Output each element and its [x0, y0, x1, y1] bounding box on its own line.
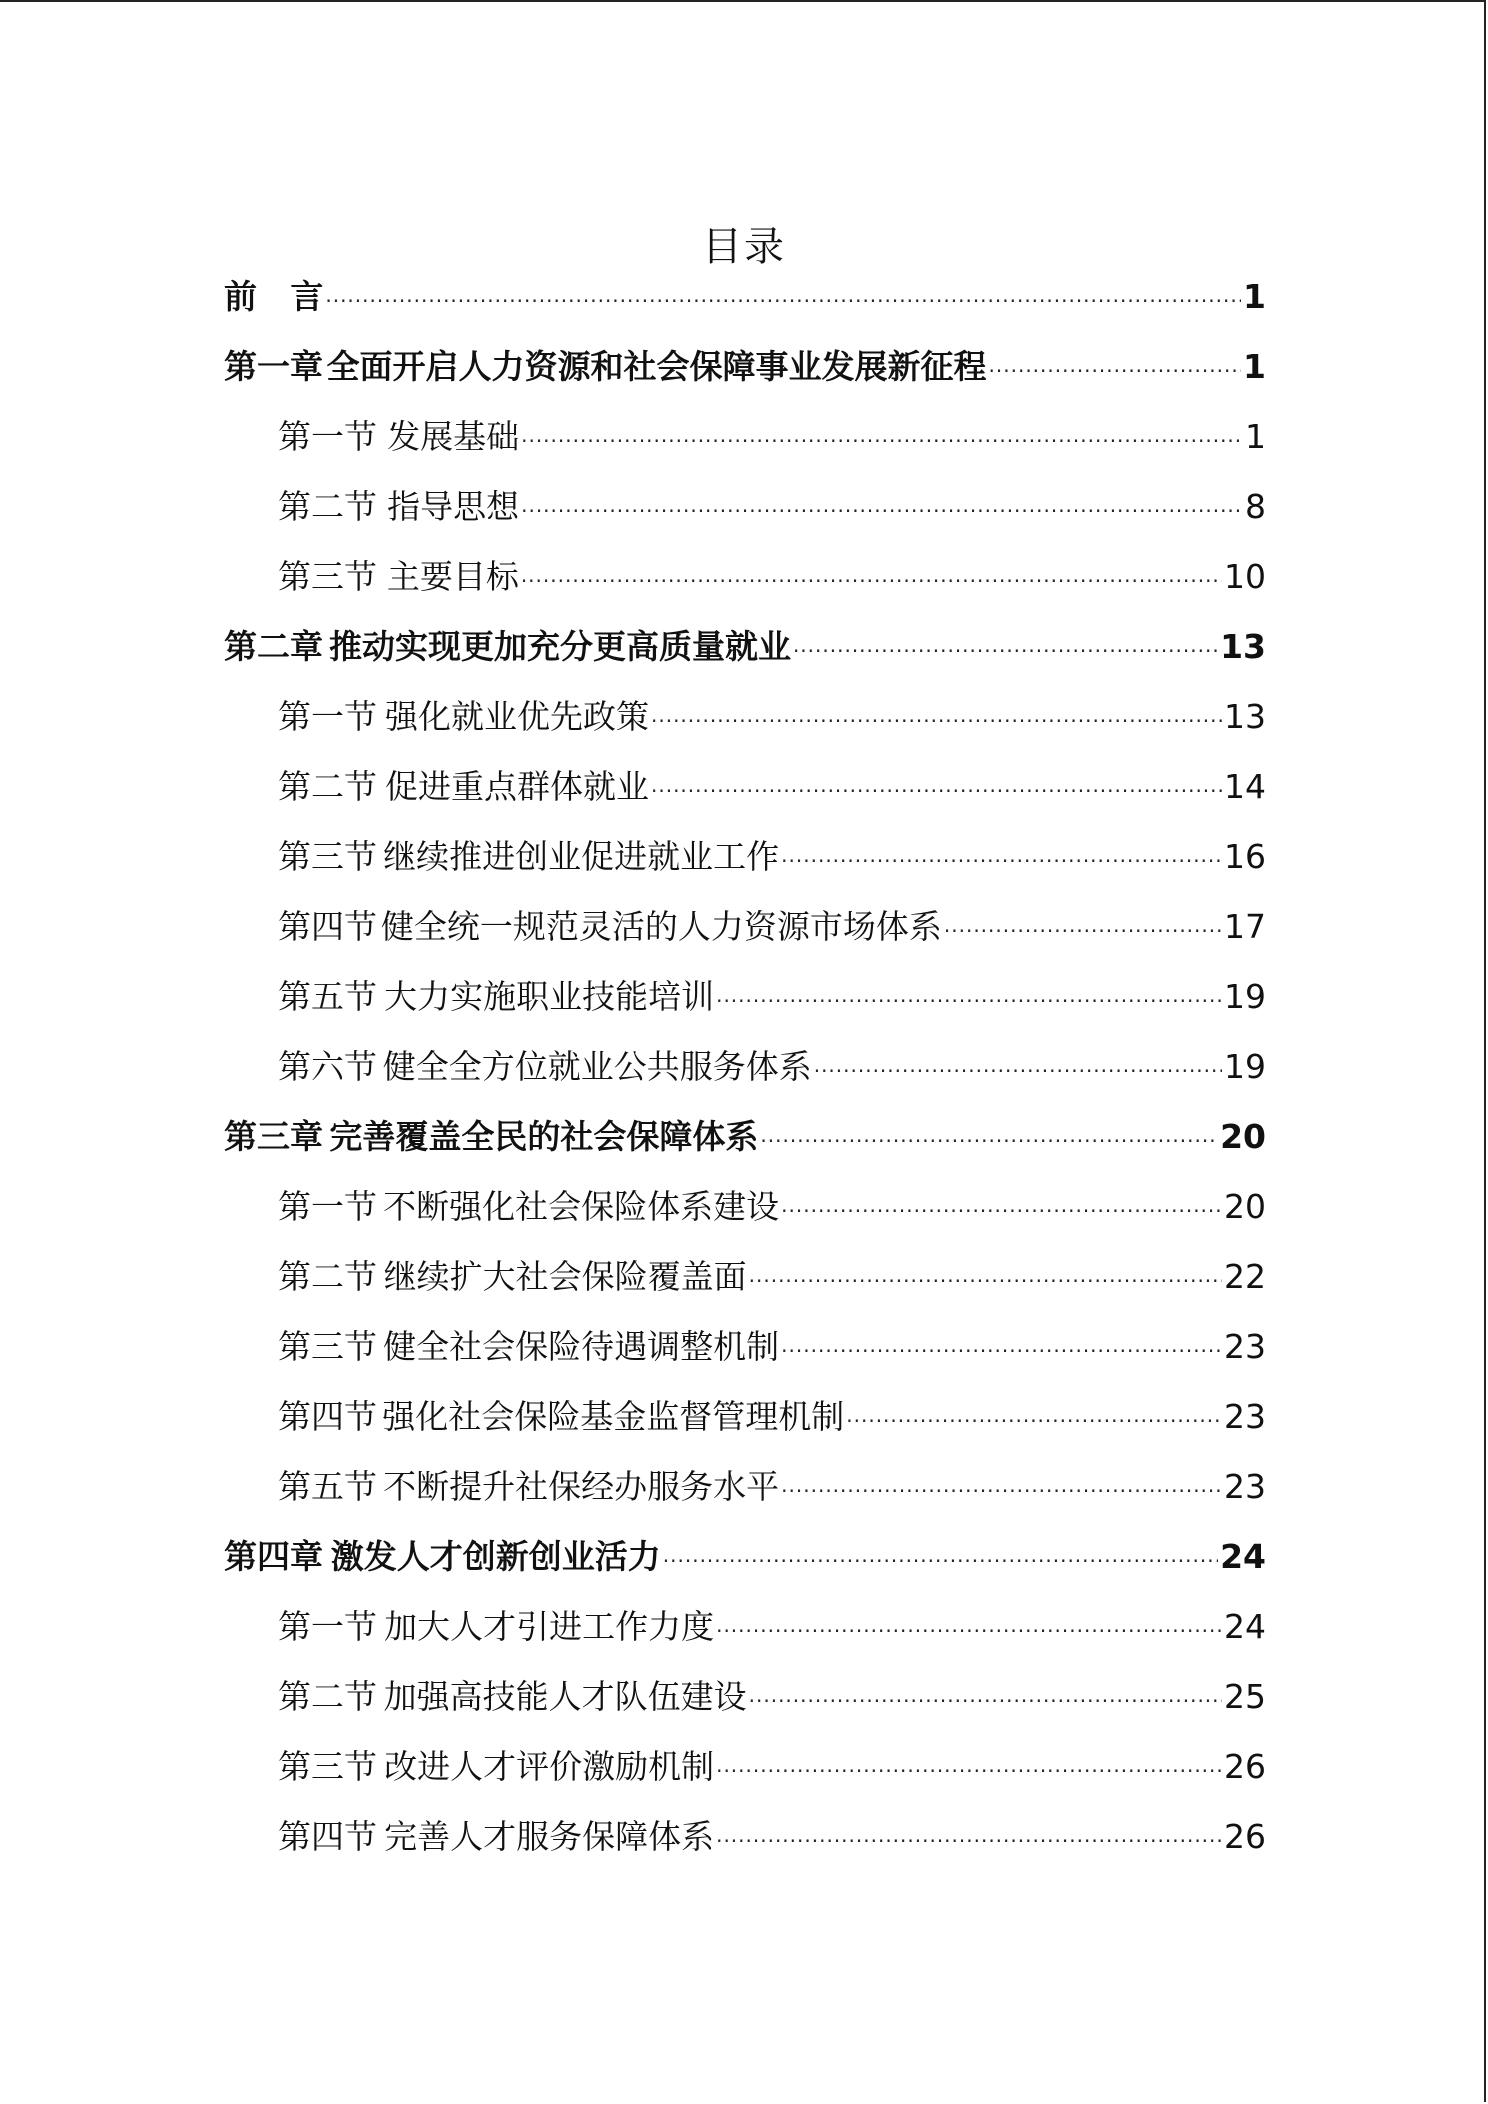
toc-dot-leader: [944, 892, 1222, 966]
toc-entry-number: 第四节: [278, 1817, 377, 1856]
toc-entry-title: 健全统一规范灵活的人力资源市场体系: [380, 907, 942, 946]
toc-page-number: 1: [1243, 347, 1266, 386]
toc-dot-leader: [846, 1382, 1222, 1456]
toc-entry-number: 第一节: [278, 417, 377, 456]
toc-entry-title: 继续扩大社会保险覆盖面: [383, 1257, 747, 1296]
toc-entry-number: 第二节: [278, 487, 377, 526]
toc-section-entry[interactable]: [224, 752, 1266, 822]
toc-page-number: 20: [1224, 1187, 1266, 1226]
toc-title: 目录: [702, 223, 786, 270]
toc-section-entry[interactable]: [224, 1662, 1266, 1732]
toc-entry-number: 第三节: [278, 557, 377, 596]
toc-page-number: 19: [1224, 977, 1266, 1016]
toc-entry-number: 第一节: [278, 1607, 377, 1646]
toc-entry-title: 指导思想: [387, 487, 520, 526]
toc-page-number: 14: [1224, 767, 1266, 806]
toc-dot-leader: [521, 542, 1222, 616]
toc-dot-leader: [749, 1242, 1222, 1316]
toc-section-entry[interactable]: [224, 1732, 1266, 1802]
toc-dot-leader: [760, 1102, 1218, 1176]
toc-page-number: 24: [1220, 1537, 1266, 1576]
toc-section-entry[interactable]: [224, 1802, 1266, 1872]
toc-section-entry[interactable]: [224, 1592, 1266, 1662]
toc-dot-leader: [521, 402, 1243, 476]
toc-dot-leader: [716, 1732, 1222, 1806]
toc-section-entry[interactable]: [224, 962, 1266, 1032]
toc-section-entry[interactable]: [224, 682, 1266, 752]
toc-section-entry[interactable]: [224, 1382, 1266, 1452]
toc-entry-title: 不断提升社保经办服务水平: [383, 1467, 780, 1506]
toc-entry-title: 发展基础: [387, 417, 520, 456]
toc-section-entry[interactable]: [224, 1242, 1266, 1312]
toc-entry-number: 第三章: [224, 1117, 323, 1156]
toc-chapter-entry[interactable]: [224, 612, 1266, 682]
toc-entry-number: 第三节: [278, 837, 377, 876]
toc-dot-leader: [716, 1802, 1222, 1876]
toc-page-number: 17: [1224, 907, 1266, 946]
toc-entry-title: 强化就业优先政策: [385, 697, 649, 736]
toc-dot-leader: [749, 1662, 1222, 1736]
toc-page-number: 26: [1224, 1817, 1266, 1856]
toc-dot-leader: [663, 1522, 1218, 1596]
toc-entry-title: 继续推进创业促进就业工作: [383, 837, 780, 876]
toc-section-entry[interactable]: [224, 472, 1266, 542]
toc-entry-number: 第一节: [278, 1187, 377, 1226]
toc-dot-leader: [716, 1592, 1222, 1666]
toc-entry-number: 第一节: [278, 697, 377, 736]
toc-entry-title: 完善人才服务保障体系: [384, 1817, 715, 1856]
toc-page-number: 13: [1220, 627, 1266, 666]
toc-list: [224, 262, 1266, 1872]
toc-chapter-entry[interactable]: [224, 1522, 1266, 1592]
toc-entry-title: 健全社会保险待遇调整机制: [383, 1327, 780, 1366]
toc-entry-number: 第四节: [278, 1397, 377, 1436]
toc-page-number: 24: [1224, 1607, 1266, 1646]
toc-entry-title: 改进人才评价激励机制: [384, 1747, 715, 1786]
toc-entry-title: 完善覆盖全民的社会保障体系: [329, 1117, 759, 1156]
toc-section-entry[interactable]: [224, 822, 1266, 892]
toc-entry-number: 第四节: [278, 907, 377, 946]
toc-page-number: 8: [1245, 487, 1266, 526]
toc-entry-number: 第五节: [278, 977, 377, 1016]
toc-page-number: 20: [1220, 1117, 1266, 1156]
toc-entry-number: 第五节: [278, 1467, 377, 1506]
toc-entry-number: 第二节: [278, 1677, 377, 1716]
toc-entry-number: 前: [224, 277, 257, 316]
toc-entry-title: 强化社会保险基金监督管理机制: [382, 1397, 845, 1436]
toc-entry-number: 第三节: [278, 1747, 377, 1786]
toc-dot-leader: [989, 332, 1242, 406]
toc-entry-title: 言: [290, 277, 324, 316]
toc-entry-title: 激发人才创新创业活力: [330, 1537, 661, 1576]
toc-chapter-entry[interactable]: [224, 1102, 1266, 1172]
toc-page-number: 13: [1224, 697, 1266, 736]
toc-entry-title: 不断强化社会保险体系建设: [383, 1187, 780, 1226]
toc-dot-leader: [781, 1312, 1222, 1386]
toc-page-number: 22: [1224, 1257, 1266, 1296]
toc-entry-number: 第二章: [224, 627, 323, 666]
toc-page-number: 10: [1224, 557, 1266, 596]
toc-dot-leader: [325, 262, 1241, 336]
toc-page-number: 19: [1224, 1047, 1266, 1086]
toc-section-entry[interactable]: [224, 892, 1266, 962]
toc-section-entry[interactable]: [224, 1312, 1266, 1382]
toc-section-entry[interactable]: [224, 1452, 1266, 1522]
toc-entry-title: 健全全方位就业公共服务体系: [382, 1047, 812, 1086]
toc-entry-number: 第六节: [278, 1047, 377, 1086]
toc-page-number: 23: [1224, 1327, 1266, 1366]
toc-dot-leader: [521, 472, 1243, 546]
toc-page-number: 1: [1245, 417, 1266, 456]
toc-dot-leader: [781, 822, 1222, 896]
toc-page-number: 26: [1224, 1747, 1266, 1786]
toc-section-entry[interactable]: [224, 1032, 1266, 1102]
toc-entry-title: 加大人才引进工作力度: [384, 1607, 715, 1646]
toc-section-entry[interactable]: [224, 542, 1266, 612]
toc-entry-number: 第一章: [224, 347, 323, 386]
toc-dot-leader: [716, 962, 1222, 1036]
toc-dot-leader: [814, 1032, 1222, 1106]
toc-entry-number: 第二节: [278, 767, 377, 806]
toc-dot-leader: [793, 612, 1218, 686]
toc-entry-title: 全面开启人力资源和社会保障事业发展新征程: [326, 347, 987, 386]
toc-dot-leader: [781, 1172, 1222, 1246]
toc-entry-number: 第三节: [278, 1327, 377, 1366]
toc-chapter-entry[interactable]: [224, 332, 1266, 402]
toc-entry-title: 促进重点群体就业: [385, 767, 649, 806]
toc-entry-title: 加强高技能人才队伍建设: [383, 1677, 747, 1716]
toc-section-entry[interactable]: [224, 402, 1266, 472]
toc-dot-leader: [781, 1452, 1222, 1526]
toc-entry-number: 第二节: [278, 1257, 377, 1296]
toc-dot-leader: [651, 752, 1222, 826]
toc-page-number: 25: [1224, 1677, 1266, 1716]
toc-entry-title: 推动实现更加充分更高质量就业: [328, 627, 791, 666]
toc-page-number: 23: [1224, 1397, 1266, 1436]
toc-dot-leader: [651, 682, 1222, 756]
toc-page-number: 23: [1224, 1467, 1266, 1506]
toc-entry-title: 主要目标: [386, 557, 519, 596]
toc-section-entry[interactable]: [224, 1172, 1266, 1242]
toc-page-number: 16: [1224, 837, 1266, 876]
toc-entry-title: 大力实施职业技能培训: [384, 977, 715, 1016]
toc-entry-number: 第四章: [224, 1537, 323, 1576]
toc-chapter-entry[interactable]: [224, 262, 1266, 332]
toc-page-number: 1: [1243, 277, 1266, 316]
